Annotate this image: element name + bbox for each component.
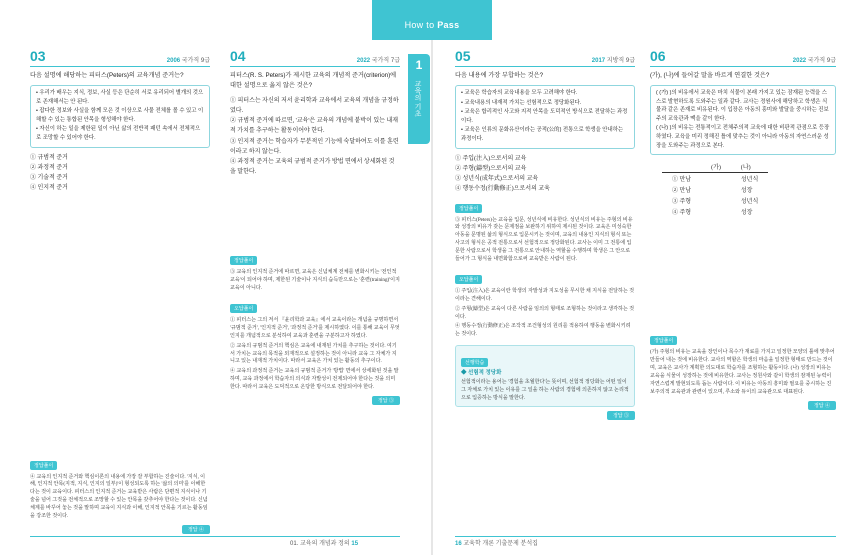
question-source — [167, 55, 210, 64]
box-line: • 잡다한 정보와 사실을 함께 모은 것 이상으로 사물 전체를 볼 수 있고 이해할 수 있는 통합된 안목을 형성해야 한다. — [36, 108, 204, 123]
option-3[interactable]: ③ 성년식(成年式)으로서의 교육 — [455, 176, 539, 183]
footer-rule — [30, 536, 400, 537]
question-box — [650, 85, 836, 155]
answer-badge — [455, 411, 635, 420]
explanation-text — [230, 269, 400, 293]
wrong-answer-paragraph: ② 주형(鑄型)은 교육이 다른 사람을 임의의 형태로 조형하는 것이라고 생각하는 것이다. — [455, 305, 635, 320]
option-cell: 성년식 — [740, 177, 759, 184]
box-line: • 교육은 합리적인 사고와 지적 안목을 도덕적인 방식으로 전달하는 과정이다. — [461, 109, 628, 124]
prior-learning-title: ◆ 선험적 정당화 — [461, 370, 502, 377]
exam-name: 국가직 9급 — [180, 58, 210, 64]
box-line: • 자신이 하는 일을 제한된 일이 아닌 삶의 전반적 패턴 속에서 전체적으로 조망할 수 있어야 한다. — [36, 126, 201, 142]
question-05 — [455, 48, 635, 420]
option-1[interactable]: ① 주입(注入)으로서의 교육 — [455, 155, 527, 162]
question-number: 03 — [30, 48, 46, 64]
question-box — [30, 85, 210, 148]
question-text: 다음 설명에 해당하는 피터스(Peters)의 교육개념 준거는? — [30, 72, 184, 79]
answer-options — [455, 154, 635, 195]
prior-learning-label: 선행학습 — [461, 358, 488, 367]
explanation-label: 정답풀이 — [650, 336, 677, 345]
answer-value: 정답 ④ — [808, 401, 836, 410]
box-line: ( (나) )의 비유는 전통적이고 전체주의적 교육에 대한 비판적 관점으로 등장하였다. 교육을 미리 정해진 틀에 맞추는 것이 아니라 아동의 자연스러운 성장을 도와주는 과정으로 본다. — [656, 125, 830, 149]
explanation-label: 정답풀이 — [230, 256, 257, 265]
option-cell: 성년식 — [740, 199, 759, 206]
answer-value: 정답 ③ — [372, 396, 400, 405]
footer-page-number: 16 — [455, 541, 462, 547]
banner-how: How — [404, 20, 424, 30]
option-4[interactable]: ④ 인지적 준거 — [30, 185, 68, 192]
question-source — [357, 55, 400, 64]
exam-year: 2022 — [356, 58, 371, 64]
table-row[interactable] — [662, 206, 768, 217]
spacer — [650, 217, 836, 327]
chapter-label: 교육의 기초 — [414, 80, 421, 117]
footer-chapter: 01. 교육의 개념과 정의 — [290, 541, 352, 547]
table-row[interactable] — [662, 184, 768, 195]
question-header — [30, 48, 210, 67]
question-header — [455, 48, 635, 67]
box-line: • 교육내용의 내재적 가치는 선험적으로 정당화된다. — [461, 99, 582, 106]
option-4[interactable]: ④ 과정적 준거는 교육의 규범적 준거가 방법 면에서 상세화된 것을 말한다. — [230, 158, 395, 176]
option-1[interactable]: ① 피터스는 자신의 저서 윤리학과 교육에서 교육의 개념을 규정하였다. — [230, 97, 399, 115]
explanation-label: 정답풀이 — [30, 461, 57, 470]
footer-book-title: 교육학 개론 기출문제 분석집 — [461, 541, 538, 547]
col-header: (나) — [731, 161, 768, 173]
option-3[interactable]: ③ 인지적 준거는 학습자가 무분적인 기능에 숙달하여도 이를 훈련이라고 하지 않는다. — [230, 138, 399, 155]
table-row[interactable] — [662, 173, 768, 185]
option-cell: ④ 주형 — [672, 210, 692, 217]
prior-learning-text: 선험적이라는 용어는 '경험을 초월한다'는 뜻이며, 선험적 정당화는 어떤 일이 그 자체로 가치 있는 이유를 그 일을 하는 사람의 경험에 의존하지 않고 논리적으로 입증하는 방식을 말한다. — [461, 379, 629, 401]
footer-rule — [455, 536, 836, 537]
box-line: ( (가) )의 비유에서 교육은 마치 식물이 본래 가지고 있는 잠재된 능력을 스스로 발현하도록 도와주는 일과 같다. 교사는 정원사에 해당하고 학생은 식물과 같은 존재로 비유된다. 이 입장은 아동의 흥미와 발달을 중시하는 진보주의 교육관과 맥을 같이 한다. — [656, 89, 829, 122]
question-box — [455, 85, 635, 149]
question-text: 다음 내용에 가장 부합하는 것은? — [455, 72, 544, 79]
wrong-answer-paragraph: ④ 교육의 과정적 준거는 교육의 규범적 준거가 '방법' 면에서 상세화된 것을 말하며, 교육 과정에서 학습자의 의식과 자발성이 전제되어야 한다는 것을 의미한다. 따라서 교육은 도덕적으로 온당한 방식으로 전달되어야 한다. — [230, 368, 399, 391]
answer-options — [230, 96, 400, 178]
question-source — [793, 55, 836, 64]
explanation-paragraph: ④ 교육의 인지적 준거와 핵심이론의 내용에 가장 잘 부합하는 진술이다. '지식, 이해, 인지적 안목(지적, 지식, 인지의 일부)'이 형성되도록 하는 '삶의 의미'를 이해한다는 것이 교육이다. 피터스의 인지적 준거는 교육받은 사람은 단편적 지식이나 기술을 넘어 그것을 전체적으로 조망할 수 있는 안목을 갖추어야 한다는 것이다. 신념 체계를 바꾸어 놓는 것을 말하며 교육이 지식과 이해, 인지적 안목을 기르는 활동임을 강조한 것이다. — [30, 473, 208, 519]
col-header: (가) — [701, 161, 731, 173]
question-header — [230, 48, 400, 67]
chapter-side-tab[interactable] — [408, 54, 430, 144]
answer-options — [30, 153, 210, 194]
question-text: (가), (나)에 들어갈 말을 바르게 연결한 것은? — [650, 72, 770, 79]
exam-name: 국가직 9급 — [806, 58, 836, 64]
wrong-answer-label: 오답풀이 — [455, 275, 482, 284]
wrong-answer-text — [230, 317, 400, 392]
page-spine — [431, 40, 433, 555]
table-header-row — [662, 161, 768, 173]
wrong-answer-text — [455, 288, 635, 339]
question-text: 피터스(R. S. Peters)가 제시한 교육의 개념적 준거(criterion)에 대한 설명으로 옳지 않은 것은? — [230, 72, 397, 89]
exam-name: 국가직 7급 — [370, 58, 400, 64]
explanation-text — [650, 349, 836, 396]
answer-badge — [30, 525, 210, 534]
answer-options-table — [662, 161, 768, 217]
exam-name: 지방직 9급 — [605, 58, 635, 64]
explanation-paragraph: ③ 피터스(Peters)는 교육을 입문, 성년식에 비유한다. 성년식의 비유는 주형의 비유와 성장의 비유가 갖는 문제점을 보완하기 위하여 제시된 것이다. 교육은 미성숙한 아동을 문명된 삶의 형식으로 입문시키는 것이며, 교육의 내용인 지식의 형식 또는 사고의 형식은 공적 전통으로서 선험적으로 정당화된다. 교사는 이미 그 전통에 입문한 사람으로서 학생을 그 전통으로 안내하는 역할을 수행하며 학생은 그 안으로 들어가 그 형식을 내면화함으로써 교육받은 사람이 된다. — [455, 216, 633, 262]
answer-badge — [230, 396, 400, 405]
option-3[interactable]: ③ 기술적 준거 — [30, 175, 68, 182]
answer-value: 정답 ③ — [607, 411, 635, 420]
right-footer — [455, 538, 538, 547]
explanation-text — [30, 474, 210, 521]
question-header — [650, 48, 836, 67]
option-cell: 성장 — [740, 210, 753, 217]
option-2[interactable]: ② 과정적 준거 — [30, 164, 68, 171]
banner-pass: Pass — [437, 20, 460, 30]
option-cell: ① 만남 — [672, 177, 692, 184]
wrong-answer-paragraph: ④ 행동수정(行動修正)은 조작적 조건형성의 원리를 적용하여 행동을 변화시키려는 것이다. — [455, 323, 631, 338]
option-cell: ③ 주형 — [672, 199, 692, 206]
box-line: • 교육은 학습자의 교육내용을 모두 고려해야 한다. — [461, 89, 578, 96]
question-03 — [30, 48, 210, 534]
question-06 — [650, 48, 836, 410]
option-2[interactable]: ② 주형(鑄型)으로서의 교육 — [455, 165, 527, 172]
explanation-paragraph: ③ 교육의 인지적 준거에 따르면, 교육은 신념체계 전체를 변화시키는 '전인적 교육'이 되어야 하며, 제한된 기술이나 지식의 습득만으로는 '훈련(training)'이지 교육이 아니다. — [230, 269, 400, 292]
explanation-paragraph: (가) 주형의 비유는 교육을 장인이나 목수가 재료를 가지고 일정한 모양의 틀에 맞추어 만들어 내는 것에 비유한다. 교사의 역할은 학생의 마음을 일정한 형태로 만드는 것이며, 교육은 교사가 계획한 의도대로 학습자를 조형하는 활동이다. (나) 성장의 비유는 교육을 식물이 성장하는 것에 비유한다. 교사는 정원사와 같이 학생의 잠재된 능력이 자연스럽게 발현되도록 돕는 사람이다. 이 비유는 아동의 흥미와 필요를 중시하는 진보주의적 교육관과 관련이 있으며, 루소와 듀이의 교육관으로 대표된다. — [650, 349, 835, 395]
question-04 — [230, 48, 400, 405]
exam-year: 2022 — [792, 58, 807, 64]
left-footer — [290, 538, 358, 547]
question-number: 05 — [455, 48, 471, 64]
wrong-answer-label: 오답풀이 — [230, 304, 257, 313]
table-row[interactable] — [662, 195, 768, 206]
option-1[interactable]: ① 규범적 준거 — [30, 154, 68, 161]
wrong-answer-paragraph: ① 주입(注入)은 교육이란 학생의 자발성과 지도성을 무시한 채 지식을 전달하는 것이라는 견해이다. — [455, 287, 635, 302]
option-2[interactable]: ② 규범적 준거에 따르면, '교육'은 교육의 개념에 붙박이 있는 내재적 가치를 추구하는 활동이어야 한다. — [230, 118, 399, 135]
question-number: 06 — [650, 48, 666, 64]
footer-page-number: 15 — [351, 541, 359, 547]
option-cell: 성장 — [740, 188, 753, 195]
explanation-text — [455, 217, 635, 264]
wrong-answer-paragraph: ① 피터스는 그의 저서 『윤리학과 교육』에서 교육이라는 개념을 규명하면서 '규범적 준거', '인지적 준거', '과정적 준거'를 제시하였다. 이를 통해 교육이 무엇인지를 개념적으로 분석하여 교육과 훈련을 구분하고자 하였다. — [230, 317, 400, 339]
exam-year: 2017 — [591, 58, 606, 64]
option-4[interactable]: ④ 행동수정(行動修正)으로서의 교육 — [455, 186, 550, 193]
question-number: 04 — [230, 48, 246, 64]
prior-learning-box — [455, 345, 635, 407]
answer-value: 정답 ④ — [182, 525, 210, 534]
col-header — [662, 161, 701, 173]
chapter-number: 1 — [415, 58, 423, 72]
spacer — [230, 177, 400, 247]
exam-year: 2006 — [166, 58, 181, 64]
box-line: • 우리가 배우는 지식, 정보, 사실 등은 단순히 서로 유리되어 별개의 것으로 존재해서는 안 된다. — [36, 89, 204, 105]
top-banner — [372, 0, 492, 40]
banner-to: to — [423, 20, 438, 30]
explanation-label: 정답풀이 — [455, 204, 482, 213]
box-line: • 교육은 인류의 문화유산이라는 공적(公的) 전통으로 학생을 안내하는 과정이다. — [461, 127, 624, 143]
question-source — [592, 55, 635, 64]
option-cell: ② 만남 — [672, 188, 692, 195]
wrong-answer-paragraph: ② 교육의 규범적 준거의 핵심은 교육에 내재된 가치를 추구하는 것이다. 여기서 가치는 교육의 목적을 외재적으로 설정하는 것이 아니라 교육 그 자체가 지니고 있는 내재적 가치이다. 따라서 교육은 가치 있는 활동의 추구이다. — [230, 342, 397, 365]
spacer — [30, 194, 210, 452]
answer-badge — [650, 401, 836, 410]
banner-title — [372, 20, 492, 30]
